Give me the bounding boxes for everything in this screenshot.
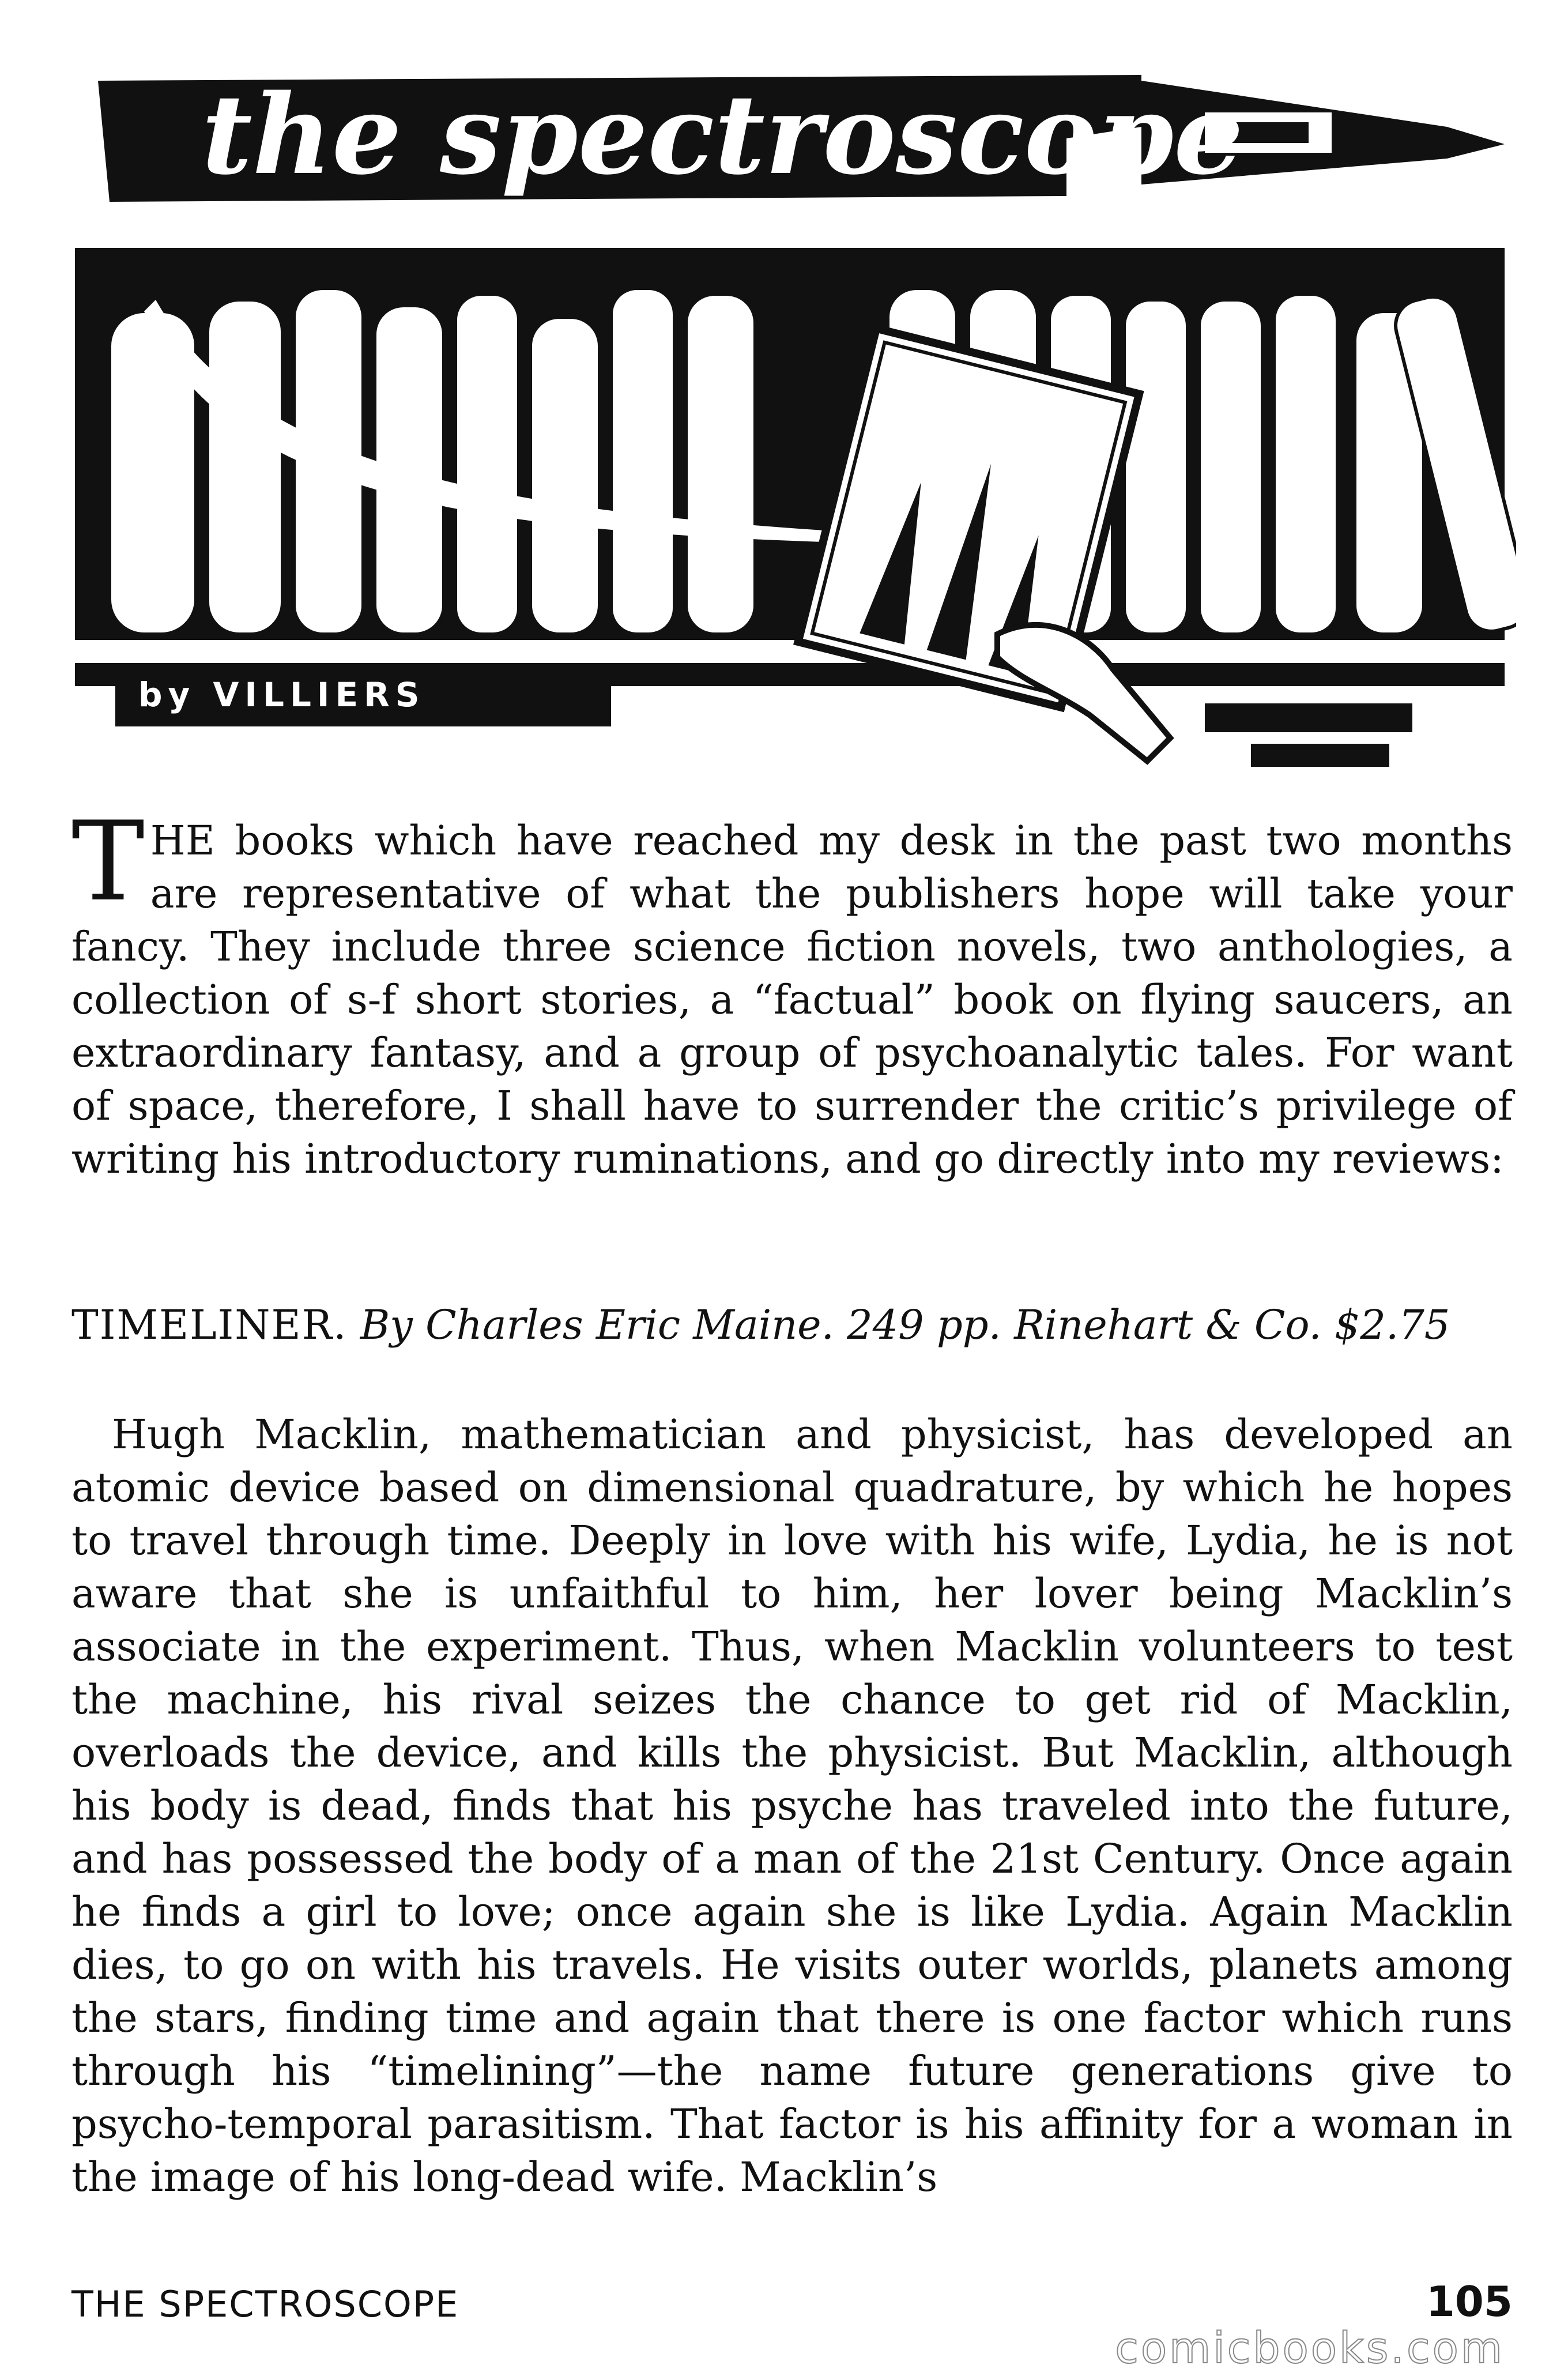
intro-paragraph bbox=[71, 798, 1513, 1185]
drop-cap: T bbox=[71, 798, 145, 925]
byline: by VILLIERS GERSON bbox=[115, 663, 611, 726]
review-body: Hugh Macklin, mathematician and physicist, has developed an atomic device based on dimensional quadrature, by which he hopes to travel through time. Deeply in love with his wife, Lydia, he is not aware that she is unfaithful to him, her lover being Macklin’s associate in the experiment. Thus, when Macklin volunteers to test the machine, his rival seizes the chance to get rid of Macklin, overloads the device, and kills the physicist. But Macklin, although his body is dead, finds that his psyche has traveled into the future, and has possessed the body of a man of the 21st Century. Once again he finds a girl to love; once again she is like Lydia. Again Macklin dies, to go on with his travels. He visits outer worlds, planets among the stars, finding time and again that there is one factor which runs through his “timelining”—the name future generations give to psycho-temporal parasitism. That factor is his affinity for a woman in the image of his long-dead wife. Macklin’s bbox=[71, 1411, 1513, 2201]
running-title: THE SPECTROSCOPE bbox=[71, 2283, 459, 2325]
review-book-meta: By Charles Eric Maine. 249 pp. Rinehart & Co. $2.75 bbox=[360, 1301, 1450, 1349]
review-heading bbox=[71, 1298, 1565, 1351]
intro-text: HE books which have reached my desk in the past two months are representative of what the publishers hope will take your fancy. They include three science fiction novels, two anthologies, a collection of s-f short stories, a “factual” book on flying saucers, an extraordinary fantasy, and a group of psychoanalytic tales. For want of space, therefore, I shall have to surrender the critic’s privilege of writing his introductory ruminations, and go directly into my reviews: bbox=[71, 817, 1513, 1183]
page-number: 105 bbox=[1426, 2277, 1513, 2326]
watermark: comicbooks.com bbox=[1115, 2323, 1505, 2373]
review-book-title: TIMELINER. bbox=[71, 1301, 348, 1349]
masthead-title: the spectroscope bbox=[202, 70, 1244, 199]
